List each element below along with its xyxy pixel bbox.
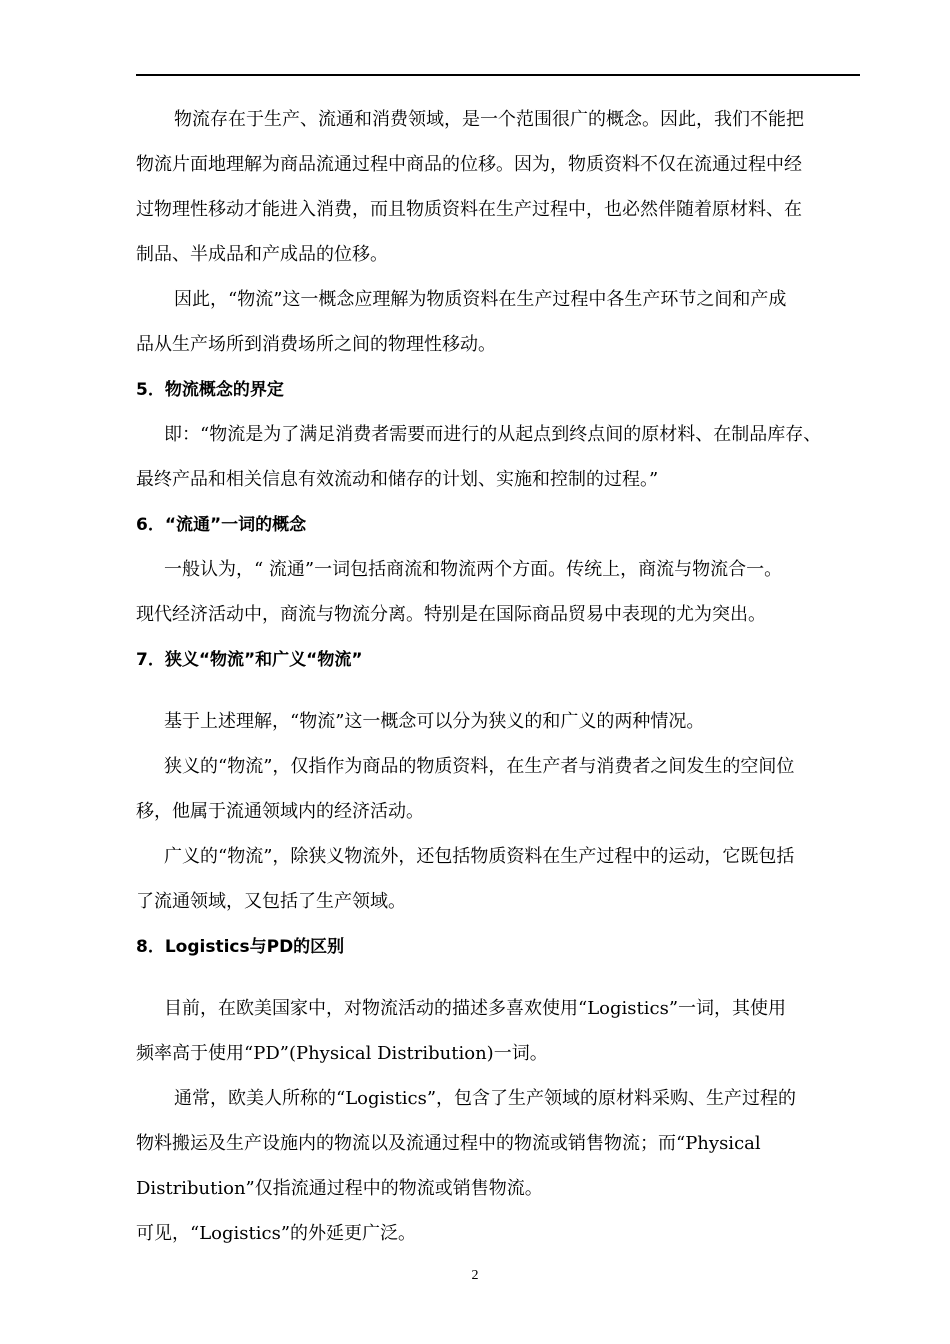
- section-heading-7: 7．狭义“物流”和广义“物流”: [136, 650, 363, 670]
- paragraph-line: 频率高于使用“PD”(Physical Distribution)一词。: [136, 1043, 548, 1064]
- paragraph-line: 通常，欧美人所称的“Logistics”，包含了生产领域的原材料采购、生产过程的: [174, 1088, 797, 1109]
- paragraph-line: 广义的“物流”，除狭义物流外，还包括物质资料在生产过程中的运动，它既包括: [164, 846, 795, 867]
- paragraph-line: 现代经济活动中，商流与物流分离。特别是在国际商品贸易中表现的尤为突出。: [136, 604, 766, 625]
- paragraph-line: 物流存在于生产、流通和消费领域，是一个范围很广的概念。因此，我们不能把: [174, 109, 804, 130]
- paragraph-line: 制品、半成品和产成品的位移。: [136, 244, 388, 265]
- header-rule: [136, 74, 860, 76]
- paragraph-line: 可见，“Logistics”的外延更广泛。: [136, 1223, 417, 1244]
- paragraph-line: Distribution”仅指流通过程中的物流或销售物流。: [136, 1178, 543, 1199]
- paragraph-line: 基于上述理解，“物流”这一概念可以分为狭义的和广义的两种情况。: [164, 711, 705, 732]
- paragraph-line: 过物理性移动才能进入消费，而且物质资料在生产过程中，也必然伴随着原材料、在: [136, 199, 802, 220]
- paragraph-line: 移，他属于流通领域内的经济活动。: [136, 801, 424, 822]
- paragraph-line: 即：“物流是为了满足消费者需要而进行的从起点到终点间的原材料、在制品库存、: [164, 424, 822, 445]
- section-heading-6: 6．“流通”一词的概念: [136, 515, 307, 535]
- paragraph-line: 因此，“物流”这一概念应理解为物质资料在生产过程中各生产环节之间和产成: [174, 289, 787, 310]
- paragraph-line: 品从生产场所到消费场所之间的物理性移动。: [136, 334, 496, 355]
- section-heading-8: 8．Logistics与PD的区别: [136, 937, 345, 957]
- paragraph-line: 物料搬运及生产设施内的物流以及流通过程中的物流或销售物流；而“Physical: [136, 1133, 761, 1154]
- paragraph-line: 一般认为，“ 流通”一词包括商流和物流两个方面。传统上，商流与物流合一。: [164, 559, 783, 580]
- paragraph-line: 狭义的“物流”，仅指作为商品的物质资料，在生产者与消费者之间发生的空间位: [164, 756, 795, 777]
- page-number: 2: [471, 1268, 479, 1283]
- paragraph-line: 了流通领域，又包括了生产领域。: [136, 891, 406, 912]
- paragraph-line: 物流片面地理解为商品流通过程中商品的位移。因为，物质资料不仅在流通过程中经: [136, 154, 802, 175]
- paragraph-line: 最终产品和相关信息有效流动和储存的计划、实施和控制的过程。”: [136, 469, 659, 490]
- section-heading-5: 5．物流概念的界定: [136, 380, 284, 400]
- paragraph-line: 目前，在欧美国家中，对物流活动的描述多喜欢使用“Logistics”一词，其使用: [164, 998, 787, 1019]
